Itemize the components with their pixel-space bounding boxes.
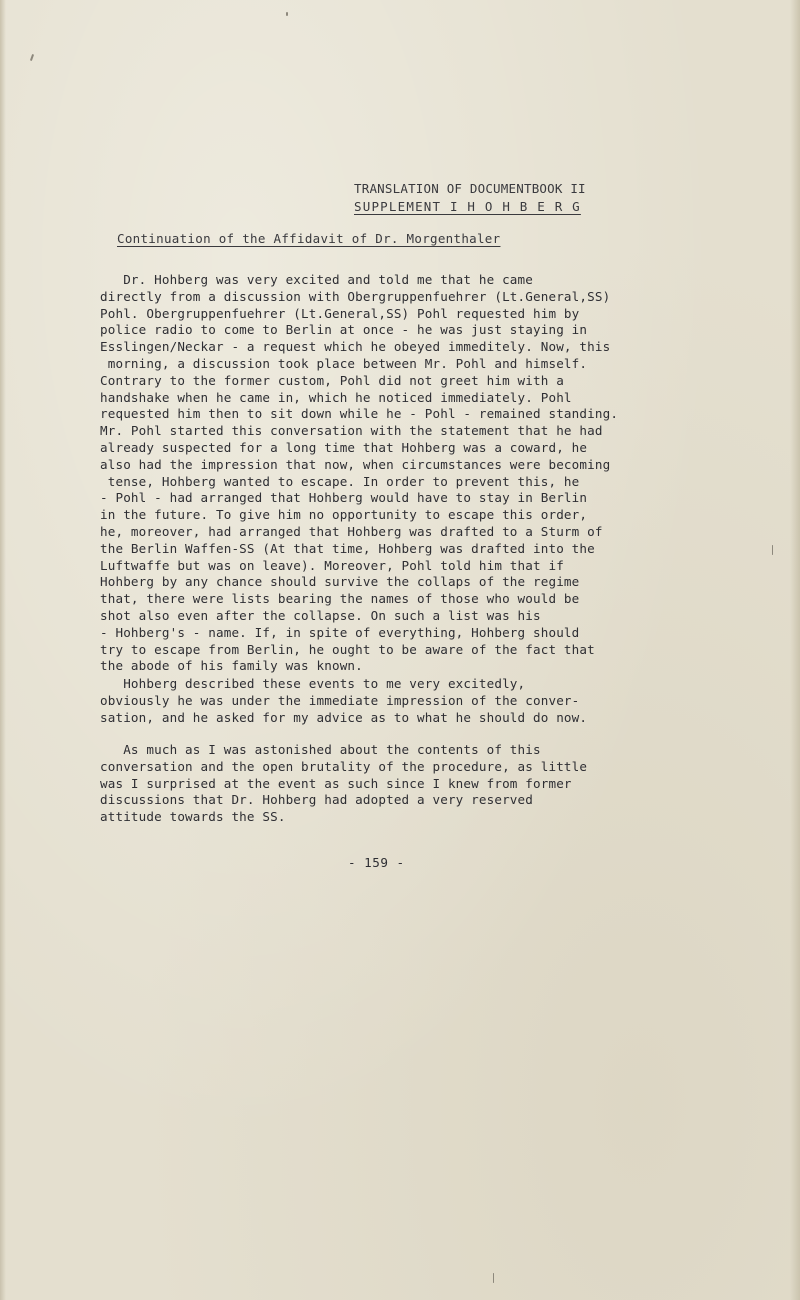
header-title: TRANSLATION OF DOCUMENTBOOK II bbox=[354, 181, 586, 196]
paragraph-3: As much as I was astonished about the contents of this conversation and the open brutality of the procedure, as little was I surprised at the event as such since I knew from former discussions that Dr. Hohberg had adopted a very reserved attitude towards the SS. bbox=[100, 742, 588, 825]
document-subtitle: Continuation of the Affidavit of Dr. Morgenthaler bbox=[117, 231, 501, 246]
page-edge-left bbox=[0, 0, 6, 1300]
header-supplement: SUPPLEMENT I H O H B E R G bbox=[354, 199, 581, 214]
page-number: - 159 - bbox=[348, 855, 405, 870]
page-edge-right bbox=[790, 0, 800, 1300]
document-header bbox=[354, 180, 654, 216]
paper-speck bbox=[772, 545, 773, 555]
paper-speck bbox=[286, 12, 288, 16]
paragraph-2: Hohberg described these events to me very excitedly, obviously he was under the immediate impression of the conver- sation, and he asked for my advice as to what he should do now. bbox=[100, 676, 588, 725]
paragraph-1: Dr. Hohberg was very excited and told me that he came directly from a discussion with Obergruppenfuehrer (Lt.General,SS) Pohl. Obergruppenfuehrer (Lt.General,SS) Pohl requested him by police radio to come to Berlin at once - he was just staying in Esslingen/Neckar - a request which he obeyed immeditely. Now, this morning, a discussion took place between Mr. Pohl and himself. Contrary to the former custom, Pohl did not greet him with a handshake when he came in, which he noticed immediately. Pohl requested him then to sit down while he - Pohl - remained standing. Mr. Pohl started this conversation with the statement that he had already suspected for a long time that Hohberg was a coward, he also had the impression that now, when circumstances were becoming tense, Hohberg wanted to escape. In order to prevent this, he - Pohl - had arranged that Hohberg would have to stay in Berlin in the future. To give him no opportunity to escape this order, he, moreover, had arranged that Hohberg was drafted to a Sturm of the Berlin Waffen-SS (At that time, Hohberg was drafted into the Luftwaffe but was on leave). Moreover, Pohl told him that if Hohberg by any chance should survive the collaps of the regime that, there were lists bearing the names of those who would be shot also even after the collapse. On such a list was his - Hohberg's - name. If, in spite of everything, Hohberg should try to escape from Berlin, he ought to be aware of the fact that the abode of his family was known. bbox=[100, 272, 619, 674]
paper-speck bbox=[493, 1273, 494, 1283]
paper-speck bbox=[30, 54, 34, 61]
